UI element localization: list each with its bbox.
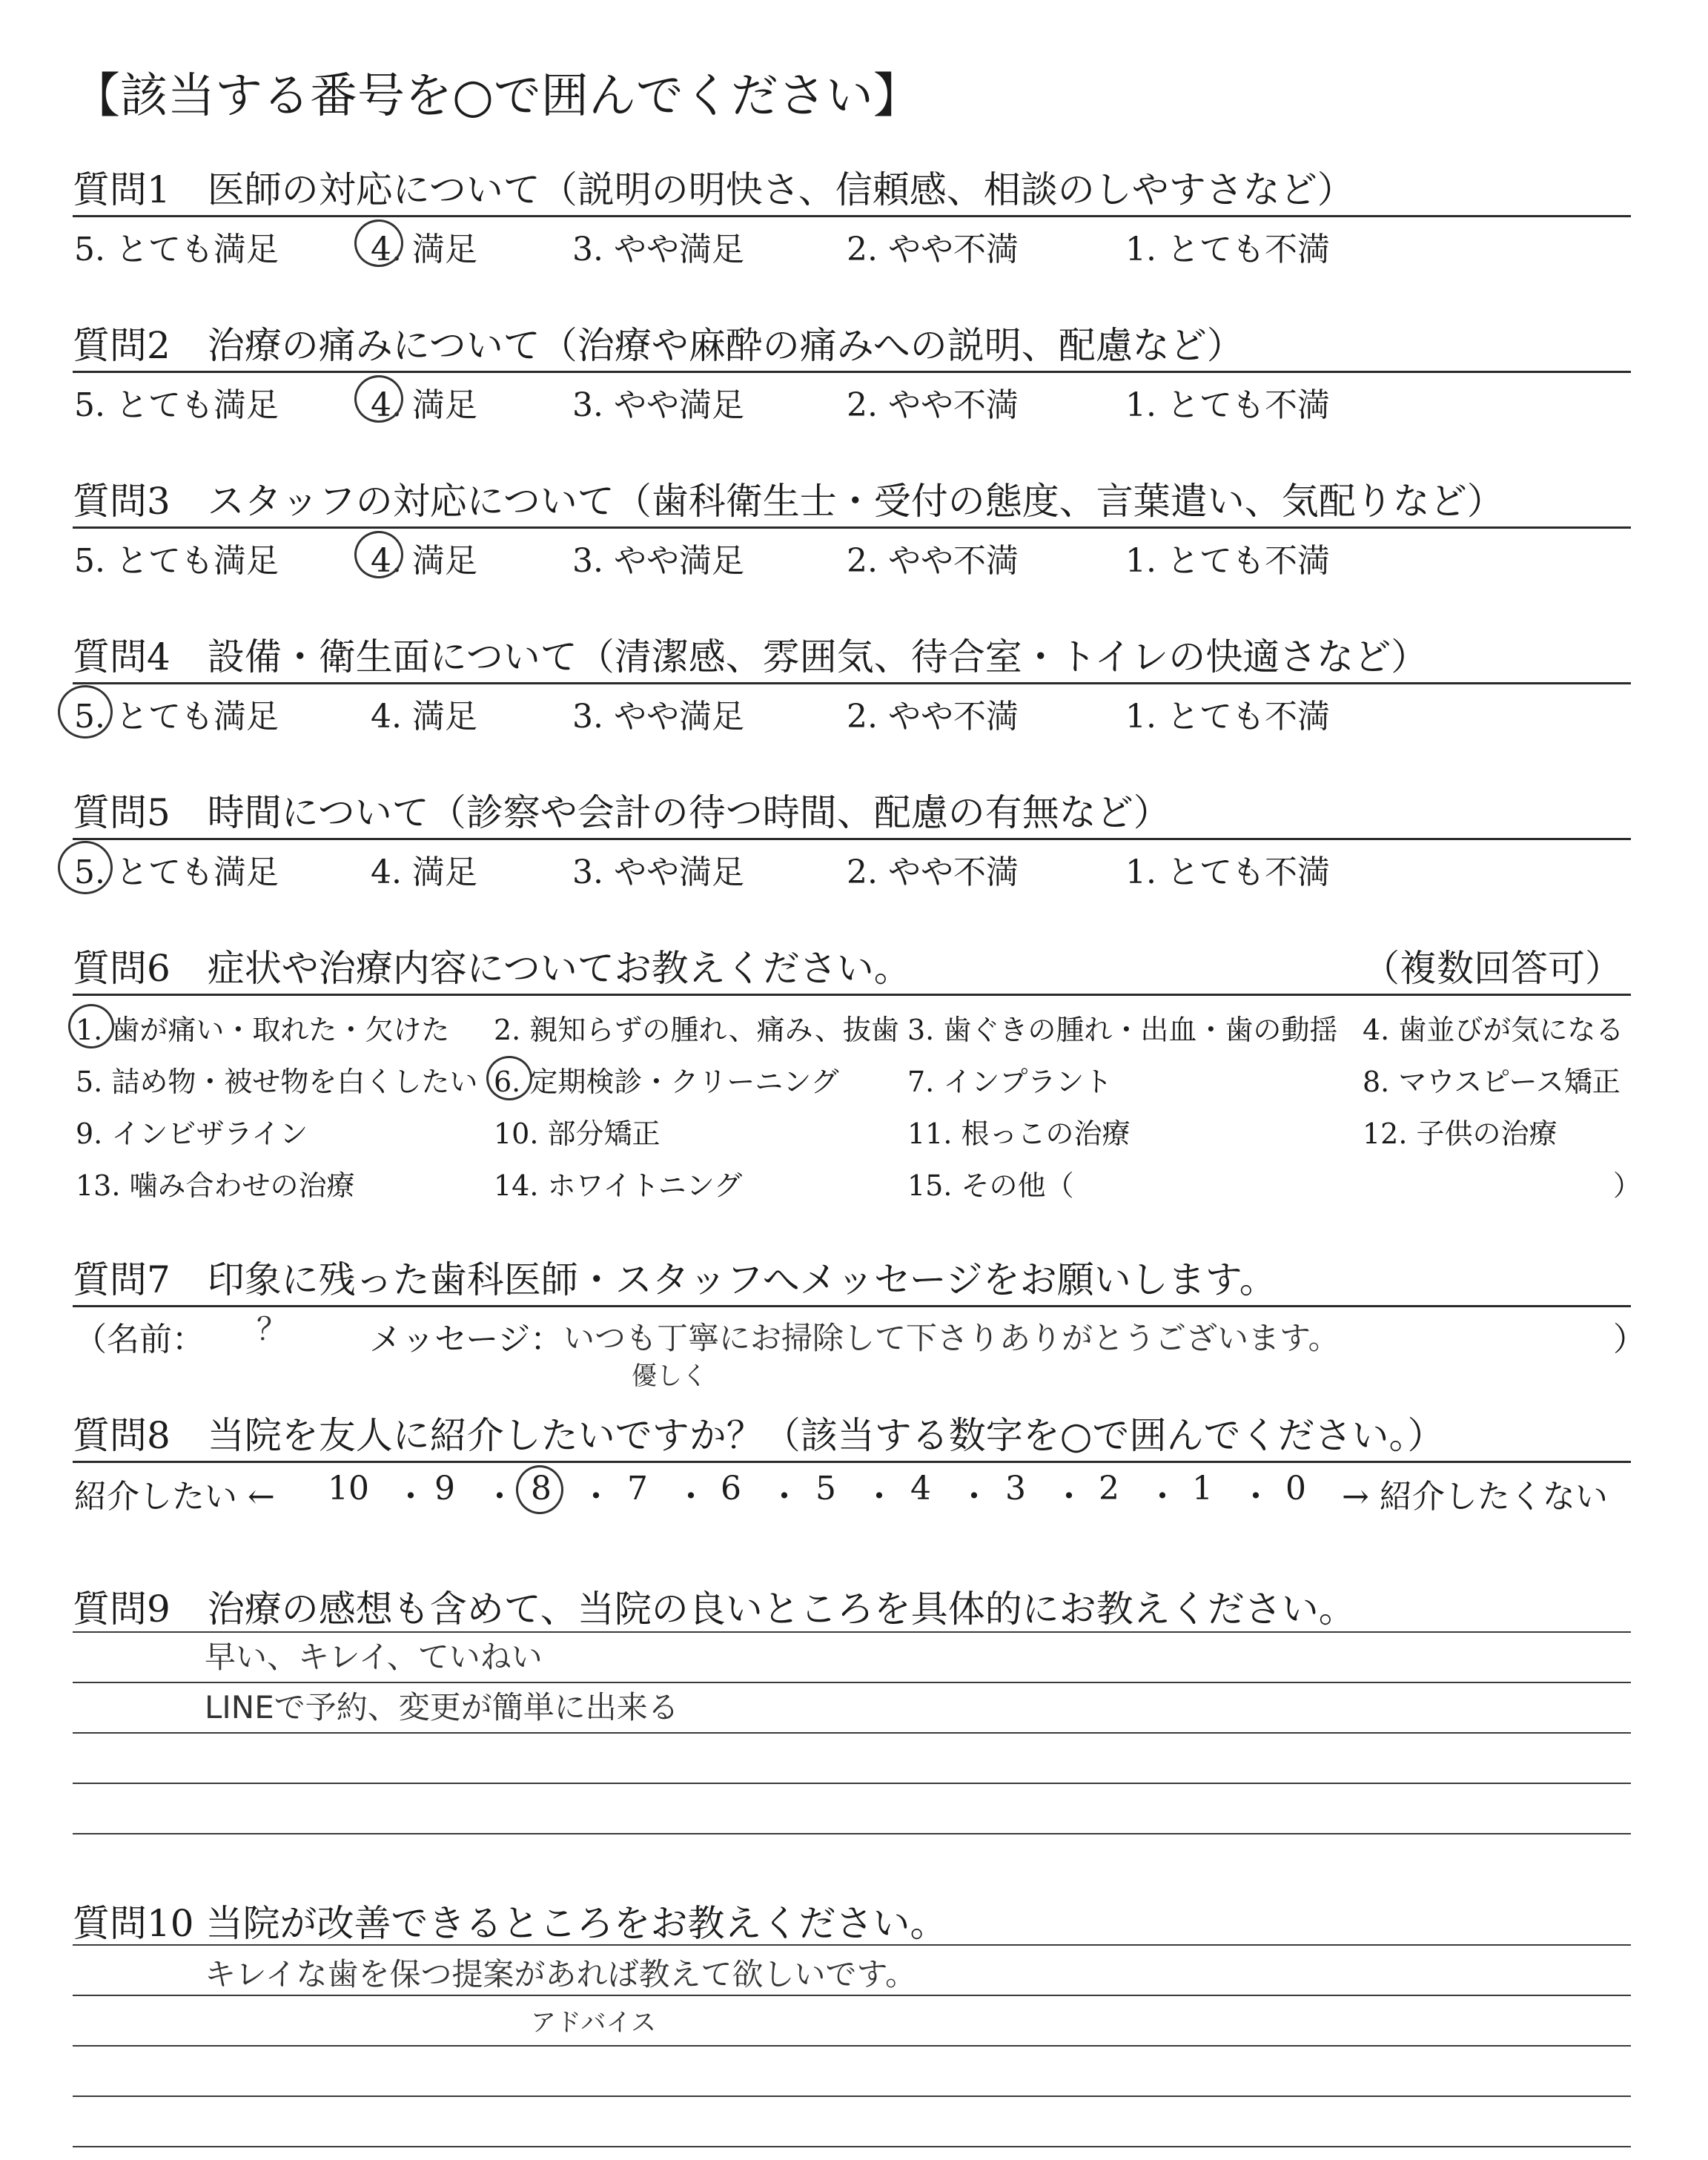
q10-title: 質問10 当院が改善できるところをお教えください。: [73, 1902, 947, 1945]
q6-option-1[interactable]: 1. 歯が痛い・取れた・欠けた: [76, 1014, 450, 1046]
q6-option-15-close-paren: ）: [1613, 1169, 1642, 1202]
q5-selection-circle: [58, 841, 113, 894]
q10-answer-line-5: [73, 2146, 1631, 2147]
q8-separator-dot: ・: [863, 1478, 896, 1516]
q2-option-2[interactable]: 2. やや不満: [847, 386, 1019, 424]
q1-title: 質問1 医師の対応について（説明の明快さ、信頼感、相談のしやすさなど）: [73, 168, 1354, 211]
q7-message-value[interactable]: いつも丁寧にお掃除して下さりありがとうございます。: [563, 1320, 1340, 1356]
q2-option-5[interactable]: 5. とても満足: [74, 386, 279, 424]
q2-option-3[interactable]: 3. やや満足: [572, 386, 744, 424]
q1-option-4[interactable]: 4. 満足: [371, 231, 477, 268]
q6-option-10[interactable]: 10. 部分矯正: [494, 1117, 661, 1150]
q5-divider: [73, 838, 1631, 840]
q8-separator-dot: ・: [394, 1478, 427, 1516]
q1-option-1[interactable]: 1. とても不満: [1125, 231, 1330, 268]
q5-option-5[interactable]: 5. とても満足: [74, 853, 279, 891]
q6-option-3[interactable]: 3. 歯ぐきの腫れ・出血・歯の動揺: [907, 1014, 1338, 1046]
q6-divider: [73, 994, 1631, 996]
q10-answer-text-1[interactable]: キレイな歯を保つ提案があれば教えて欲しいです。: [205, 1956, 917, 1992]
q3-selection-circle: [354, 531, 403, 578]
q6-option-9[interactable]: 9. インビザライン: [76, 1117, 308, 1150]
q8-separator-dot: ・: [768, 1478, 801, 1516]
q10-answer-insert: アドバイス: [531, 2008, 656, 2038]
q9-answer-line-5: [73, 1833, 1631, 1834]
q5-title: 質問5 時間について（診察や会計の待つ時間、配慮の有無など）: [73, 791, 1171, 834]
q8-score-9[interactable]: 9: [434, 1470, 455, 1507]
q6-option-13[interactable]: 13. 噛み合わせの治療: [76, 1169, 355, 1202]
q6-option-8[interactable]: 8. マウスピース矯正: [1363, 1066, 1621, 1098]
q2-divider: [73, 371, 1631, 373]
q3-option-2[interactable]: 2. やや不満: [847, 542, 1019, 580]
q6-option-11[interactable]: 11. 根っこの治療: [907, 1117, 1131, 1150]
q8-score-10[interactable]: 10: [328, 1470, 369, 1507]
q1-option-2[interactable]: 2. やや不満: [847, 231, 1019, 268]
q8-score-4[interactable]: 4: [910, 1470, 931, 1507]
q6-selection-circle-1: [68, 1004, 114, 1048]
q8-score-5[interactable]: 5: [815, 1470, 836, 1507]
q10-answer-line-3: [73, 2045, 1631, 2047]
q4-divider: [73, 682, 1631, 684]
q7-divider: [73, 1305, 1631, 1307]
q5-option-2[interactable]: 2. やや不満: [847, 853, 1019, 891]
q8-selection-circle: [516, 1465, 563, 1514]
q1-selection-circle: [354, 219, 403, 267]
q8-right-label: → 紹介したくない: [1342, 1478, 1608, 1516]
q8-divider: [73, 1461, 1631, 1463]
page-title: 【該当する番号を○で囲んでください】: [73, 69, 921, 124]
q2-option-1[interactable]: 1. とても不満: [1125, 386, 1330, 424]
q4-option-1[interactable]: 1. とても不満: [1125, 698, 1330, 736]
q9-answer-text-2[interactable]: LINEで予約、変更が簡単に出来る: [205, 1689, 679, 1725]
q3-option-5[interactable]: 5. とても満足: [74, 542, 279, 580]
q2-title: 質問2 治療の痛みについて（治療や麻酔の痛みへの説明、配慮など）: [73, 324, 1244, 367]
q8-separator-dot: ・: [1053, 1478, 1085, 1516]
q8-score-6[interactable]: 6: [721, 1470, 741, 1507]
q8-score-1[interactable]: 1: [1192, 1470, 1213, 1507]
q6-multi-answer-note: （複数回答可）: [1363, 947, 1622, 990]
q10-answer-line-2: [73, 1995, 1631, 1996]
q8-score-7[interactable]: 7: [627, 1470, 648, 1507]
q7-name-value[interactable]: ？: [256, 1311, 288, 1347]
q6-option-14[interactable]: 14. ホワイトニング: [494, 1169, 743, 1202]
q7-message-insert: 優しく: [632, 1361, 707, 1391]
q1-divider: [73, 215, 1631, 217]
q3-divider: [73, 526, 1631, 529]
q4-option-2[interactable]: 2. やや不満: [847, 698, 1019, 736]
q8-score-0[interactable]: 0: [1285, 1470, 1306, 1507]
q5-option-4[interactable]: 4. 満足: [371, 853, 477, 891]
q8-title: 質問8 当院を友人に紹介したいですか？（該当する数字を○で囲んでください。）: [73, 1414, 1445, 1457]
q9-answer-line-3: [73, 1732, 1631, 1734]
q8-separator-dot: ・: [675, 1478, 707, 1516]
q7-message-label: メッセージ：: [369, 1321, 563, 1358]
q8-separator-dot: ・: [1146, 1478, 1179, 1516]
q6-option-12[interactable]: 12. 子供の治療: [1363, 1117, 1558, 1150]
q4-option-5[interactable]: 5. とても満足: [74, 698, 279, 736]
q7-close-paren: ）: [1613, 1321, 1646, 1358]
q9-answer-line-4: [73, 1783, 1631, 1784]
q9-title: 質問9 治療の感想も含めて、当院の良いところを具体的にお教えください。: [73, 1588, 1356, 1631]
q6-option-2[interactable]: 2. 親知らずの腫れ、痛み、抜歯: [494, 1014, 899, 1046]
q9-answer-text-1[interactable]: 早い、キレイ、ていねい: [205, 1639, 543, 1675]
q3-option-3[interactable]: 3. やや満足: [572, 542, 744, 580]
q3-option-1[interactable]: 1. とても不満: [1125, 542, 1330, 580]
q6-option-4[interactable]: 4. 歯並びが気になる: [1363, 1014, 1624, 1046]
q6-option-15[interactable]: 15. その他（: [907, 1169, 1074, 1202]
q8-separator-dot: ・: [958, 1478, 990, 1516]
q10-answer-line-4: [73, 2095, 1631, 2097]
q4-title: 質問4 設備・衛生面について（清潔感、雰囲気、待合室・トイレの快適さなど）: [73, 635, 1429, 678]
q5-option-1[interactable]: 1. とても不満: [1125, 853, 1330, 891]
q5-option-3[interactable]: 3. やや満足: [572, 853, 744, 891]
q6-option-7[interactable]: 7. インプラント: [907, 1066, 1113, 1098]
q4-option-3[interactable]: 3. やや満足: [572, 698, 744, 736]
q7-title: 質問7 印象に残った歯科医師・スタッフへメッセージをお願いします。: [73, 1258, 1277, 1301]
q2-selection-circle: [354, 375, 403, 423]
q10-answer-line-1: [73, 1944, 1631, 1946]
q4-selection-circle: [58, 685, 113, 739]
q8-score-3[interactable]: 3: [1005, 1470, 1026, 1507]
q2-option-4[interactable]: 4. 満足: [371, 386, 477, 424]
q8-separator-dot: ・: [1239, 1478, 1272, 1516]
q3-option-4[interactable]: 4. 満足: [371, 542, 477, 580]
q3-title: 質問3 スタッフの対応について（歯科衛生士・受付の態度、言葉遣い、気配りなど）: [73, 480, 1504, 523]
q6-option-6[interactable]: 6. 定期検診・クリーニング: [494, 1066, 839, 1098]
q4-option-4[interactable]: 4. 満足: [371, 698, 477, 736]
q6-option-5[interactable]: 5. 詰め物・被せ物を白くしたい: [76, 1066, 478, 1098]
q8-left-label: 紹介したい ←: [74, 1478, 275, 1516]
q6-title: 質問6 症状や治療内容についてお教えください。: [73, 947, 911, 990]
q8-separator-dot: ・: [483, 1478, 516, 1516]
q6-selection-circle-6: [486, 1056, 532, 1100]
q8-score-8[interactable]: 8: [531, 1470, 552, 1507]
q7-name-label: （名前：: [74, 1321, 205, 1358]
q8-separator-dot: ・: [580, 1478, 612, 1516]
q8-score-2[interactable]: 2: [1099, 1470, 1119, 1507]
q1-option-5[interactable]: 5. とても満足: [74, 231, 279, 268]
q1-option-3[interactable]: 3. やや満足: [572, 231, 744, 268]
